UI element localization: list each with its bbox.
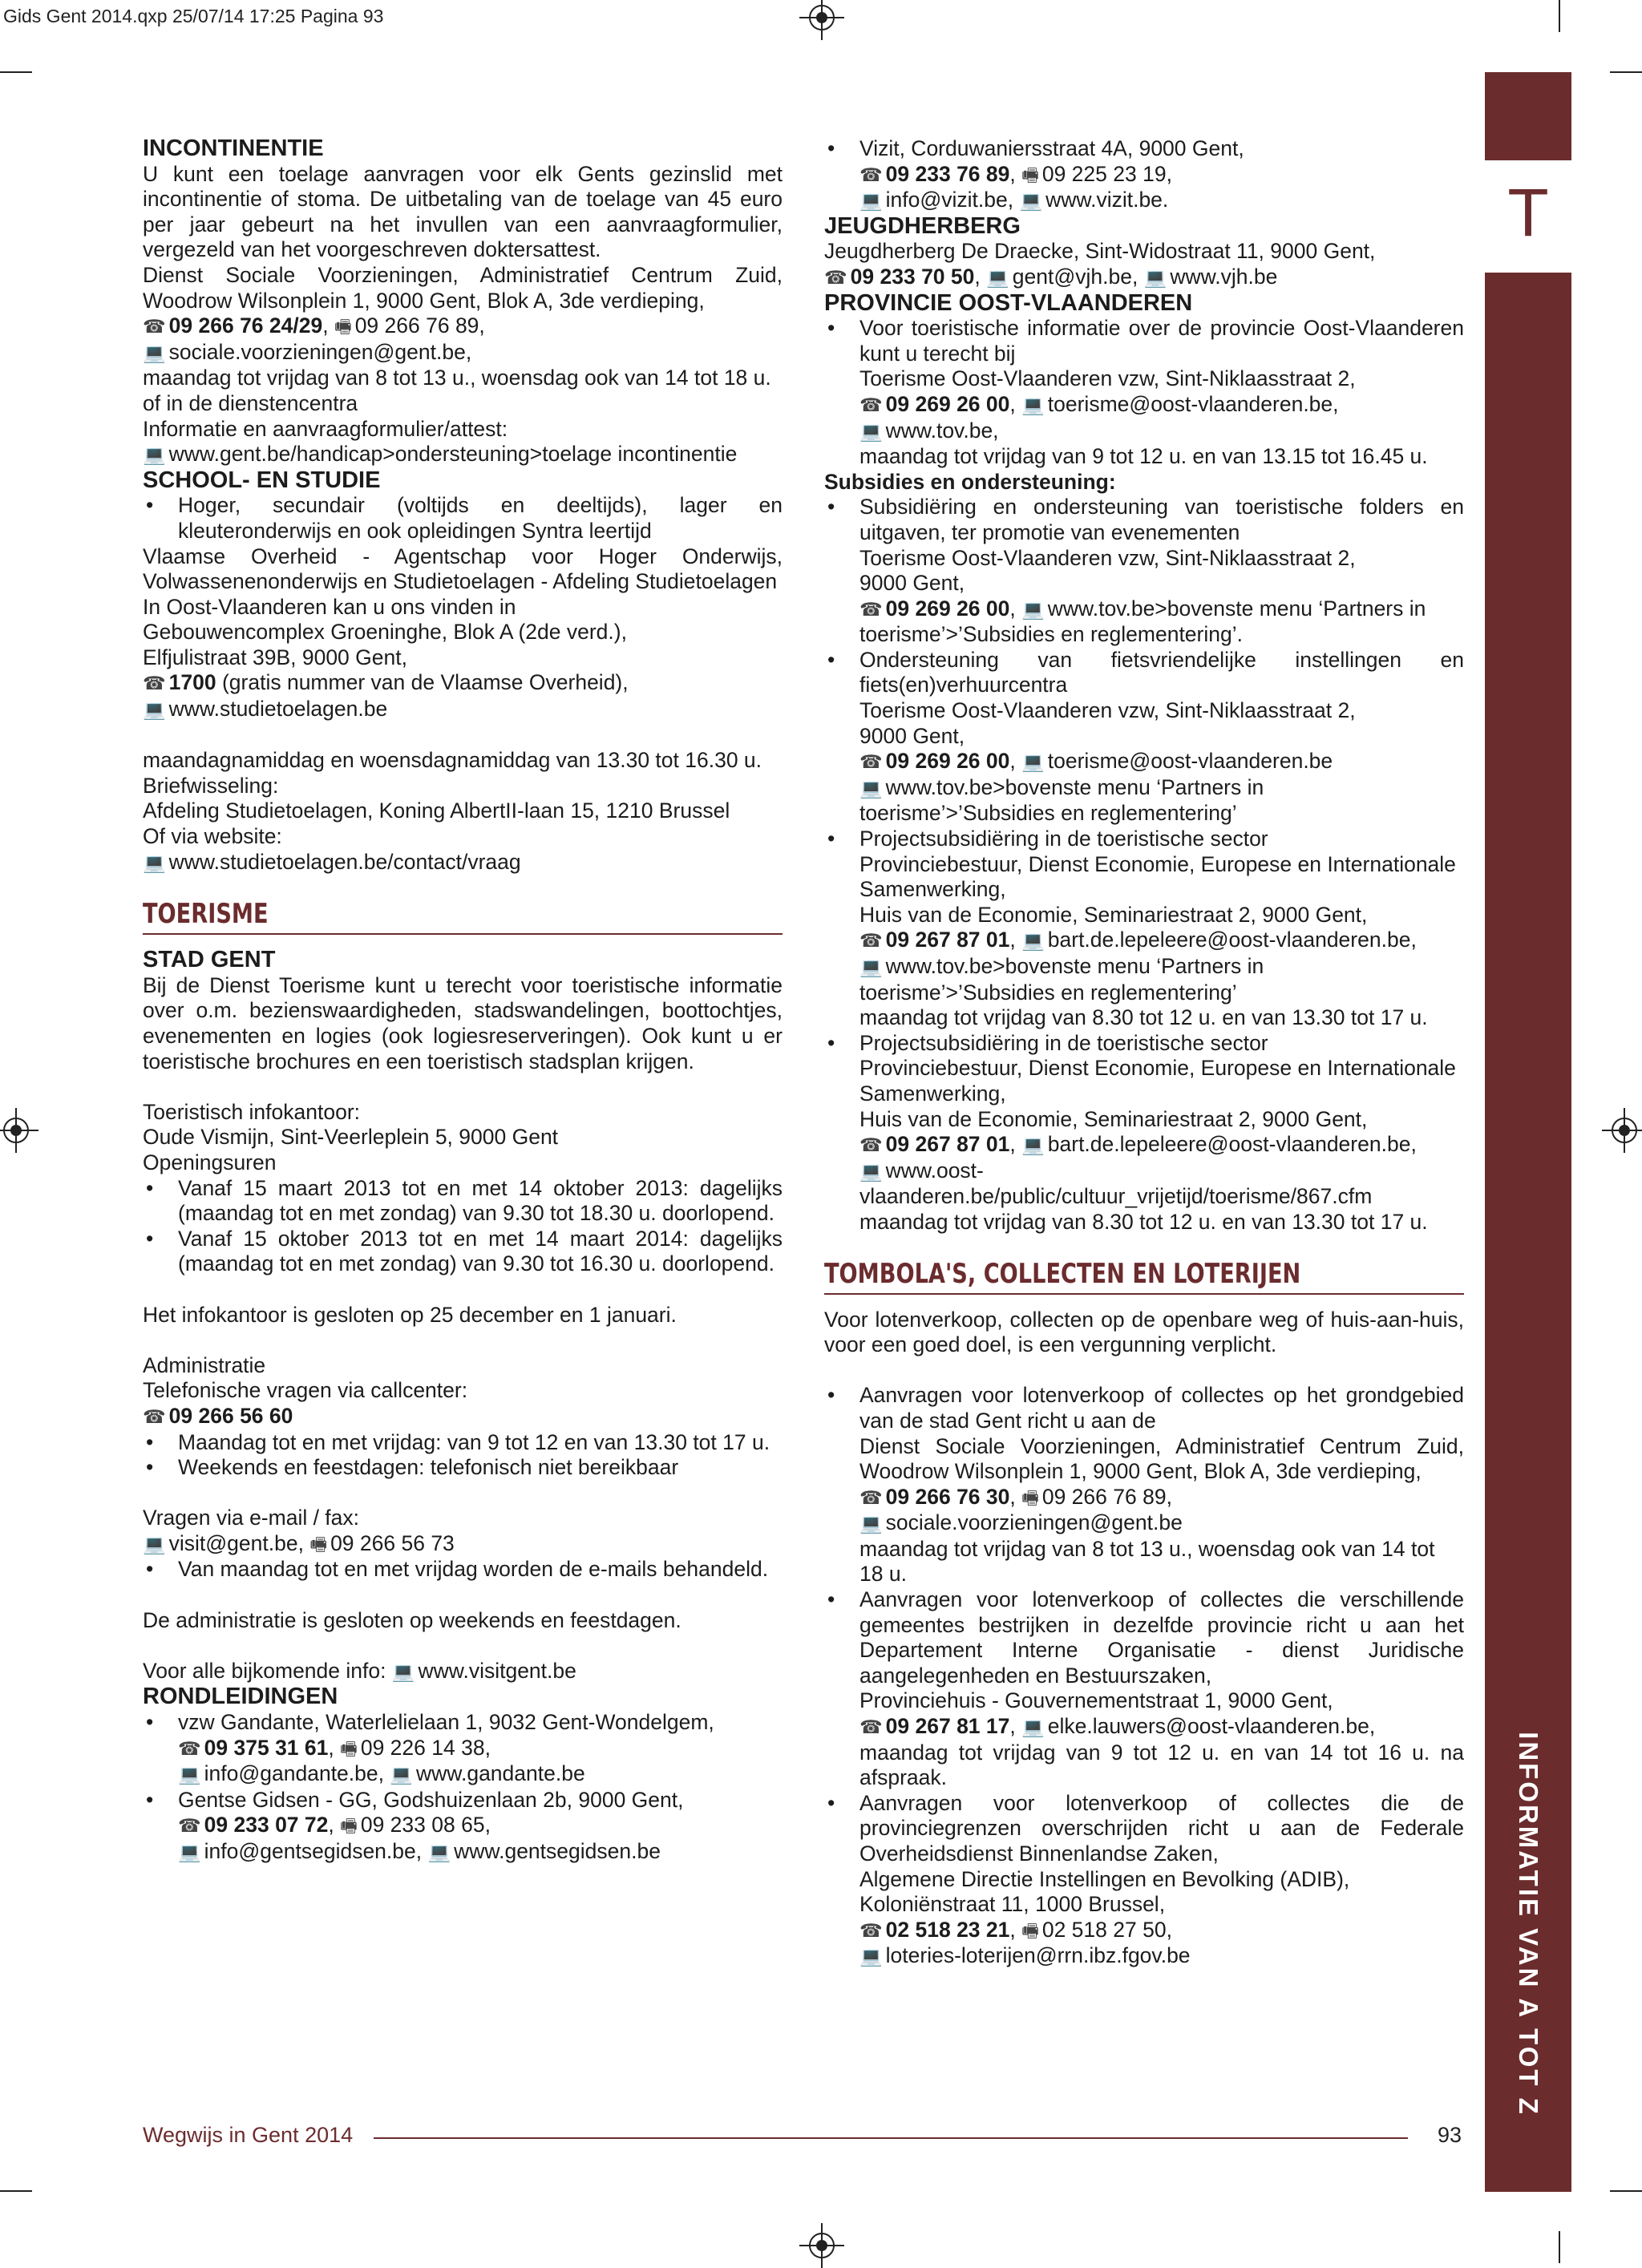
email: bart.de.lepeleere@oost-vlaanderen.be,	[1047, 928, 1417, 952]
website: www.vizit.be.	[1045, 188, 1169, 212]
fax-number: 09 225 23 19,	[1041, 161, 1172, 186]
fax-icon: 🖷	[1021, 1486, 1039, 1508]
phone-icon: ☎	[824, 266, 847, 288]
organisation: Toerisme Oost-Vlaanderen vzw, Sint-Niklaasstraat 2,	[859, 545, 1356, 570]
footer-rule	[374, 2137, 1408, 2139]
fax-icon: 🖷	[340, 1737, 358, 1759]
text-line: Het infokantoor is gesloten op 25 december en 1 januari.	[143, 1302, 677, 1327]
list-item: • Weekends en feestdagen: telefonisch niet bereikbaar	[143, 1455, 783, 1481]
email: loteries-loterijen@rrn.ibz.fgov.be	[885, 1943, 1191, 1968]
fax-icon: 🖷	[309, 1533, 328, 1554]
email: bart.de.lepeleere@oost-vlaanderen.be,	[1047, 1132, 1417, 1157]
contact-line	[859, 954, 1464, 1005]
contact-line: ☎ 09 267 87 01, 💻 bart.de.lepeleere@oost-vlaanderen.be,	[859, 1132, 1464, 1158]
paragraph: Bij de Dienst Toerisme kunt u terecht voor toeristische informatie over o.m. bezienswaardigheden, stadswandelingen, boottochtjes, evenementen en logies (ook logiesreserveringen). Ook kunt u er toeristische brochures en een toeristisch stadsplan krijgen.	[143, 972, 783, 1073]
list-item	[824, 136, 1464, 214]
list-item: • Vanaf 15 oktober 2013 tot en met 14 maart 2014: dagelijks (maandag tot en met zondag) van 9.30 tot 16.30 u. doorlopend.	[143, 1227, 783, 1277]
crop-mark	[1610, 71, 1642, 73]
contact-line	[143, 1404, 783, 1430]
computer-icon: 💻	[143, 851, 166, 873]
contact-line: ☎ 09 269 26 00, 💻 www.tov.be>bovenste menu ‘Partners in toerisme’>’Subsidies en reglementering’.	[859, 596, 1426, 647]
left-column	[143, 136, 783, 1866]
text-line: Vragen via e-mail / fax:	[143, 1506, 360, 1530]
registration-mark-icon	[1612, 1118, 1637, 1143]
bullet-list	[824, 1383, 1464, 1970]
phone-number: 09 269 26 00	[885, 749, 1010, 774]
phone-number: 09 375 31 61	[204, 1735, 329, 1760]
contact-line	[859, 188, 1464, 214]
address: Dienst Sociale Voorzieningen, Administratief Centrum Zuid, Woodrow Wilsonplein 1, 9000 Gent, Blok A, 3de verdieping,	[143, 262, 783, 313]
contact-line: ☎ 09 375 31 61, 🖷 09 226 14 38,	[178, 1736, 783, 1762]
item-text: • Aanvragen voor lotenverkoop of collectes die verschillende gemeentes bestrijken in dezelfde provincie richt u aan het Departement Interne Organisatie - dienst Juridische aangelegenheden en Bestuurszaken,	[859, 1587, 1464, 1688]
hours: maandag tot vrijdag van 9 tot 12 u. en van 14 tot 16 u. na afspraak.	[859, 1740, 1464, 1790]
contact-line	[143, 697, 783, 723]
list-item	[824, 827, 1464, 1031]
phone-icon: ☎	[859, 1919, 883, 1941]
fax-number: 09 233 08 65,	[360, 1813, 491, 1837]
website: www.tov.be>bovenste menu ‘Partners in toerisme’>’Subsidies en reglementering’	[859, 954, 1264, 1005]
heading-school: SCHOOL- EN STUDIE	[143, 467, 381, 493]
address: Afdeling Studietoelagen, Koning AlbertII-laan 15, 1210 Brussel	[143, 798, 730, 823]
email: sociale.voorzieningen@gent.be,	[168, 339, 472, 364]
phone-icon: ☎	[143, 673, 166, 694]
contact-line	[178, 1839, 783, 1866]
contact-line	[143, 1531, 783, 1558]
contact-line	[143, 850, 783, 876]
city: 9000 Gent,	[859, 571, 965, 596]
email: toerisme@oost-vlaanderen.be	[1047, 749, 1333, 774]
phone-number: 09 269 26 00	[885, 596, 1010, 621]
address: Koloniënstraat 11, 1000 Brussel,	[859, 1892, 1166, 1917]
website: www.tov.be,	[885, 418, 999, 443]
phone-icon: ☎	[178, 1815, 201, 1837]
website: www.tov.be>bovenste menu ‘Partners in toerisme’>’Subsidies en reglementering’.	[859, 596, 1426, 647]
phone-note: (gratis nummer van de Vlaamse Overheid),	[216, 670, 629, 695]
bullet-list	[143, 1710, 783, 1866]
hours: maandagnamiddag en woensdagnamiddag van 13.30 tot 16.30 u.	[143, 748, 762, 773]
contact-line: ☎ 09 266 76 30, 🖷 09 266 76 89,	[859, 1485, 1464, 1511]
address: Huis van de Economie, Seminariestraat 2, 9000 Gent,	[859, 1106, 1368, 1131]
list-item: • Hoger, secundair (voltijds en deeltijds), lager en kleuteronderwijs en ook opleidingen Syntra leertijd	[143, 493, 783, 544]
list-item: • Vanaf 15 maart 2013 tot en met 14 oktober 2013: dagelijks (maandag tot en met zondag) van 9.30 tot 18.30 u. doorlopend.	[143, 1176, 783, 1227]
text-line: Toeristisch infokantoor:	[143, 1099, 361, 1124]
list-item: • Van maandag tot en met vrijdag worden de e-mails behandeld.	[143, 1557, 783, 1583]
tab-marker-top	[1485, 72, 1571, 160]
paragraph: U kunt een toelage aanvragen voor elk Gents gezinslid met incontinentie of stoma. De uitbetaling van de toelage van 45 euro per jaar gebeurt na het invullen van een aanvraagformulier, vergezeld van het voorgeschreven doktersattest.	[143, 161, 783, 262]
address: Jeugdherberg De Draecke, Sint-Widostraat 11, 9000 Gent,	[824, 239, 1376, 264]
item-text: • Ondersteuning van fietsvriendelijke instellingen en fiets(en)verhuurcentra	[859, 647, 1464, 697]
fax-icon: 🖷	[1021, 1919, 1039, 1941]
computer-icon: 💻	[391, 1660, 415, 1682]
list-item	[824, 495, 1464, 648]
text-line: Telefonische vragen via callcenter:	[143, 1378, 468, 1403]
contact-line	[143, 340, 783, 366]
phone-number: 09 233 70 50	[850, 264, 975, 289]
text-line: Openingsuren	[143, 1150, 277, 1174]
website: www.gent.be/handicap>ondersteuning>toelage incontinentie	[168, 442, 738, 467]
email: sociale.voorzieningen@gent.be	[885, 1510, 1183, 1535]
organisation: Toerisme Oost-Vlaanderen vzw, Sint-Niklaasstraat 2,	[859, 698, 1356, 723]
phone-number: 09 233 76 89	[885, 161, 1010, 186]
computer-icon: 💻	[1019, 190, 1043, 212]
website: www.oost-vlaanderen.be/public/cultuur_vrijetijd/toerisme/867.cfm	[859, 1158, 1373, 1209]
email: visit@gent.be,	[168, 1530, 304, 1555]
computer-icon: 💻	[1143, 266, 1167, 288]
contact-line	[859, 1943, 1464, 1970]
website: www.gentsegidsen.be	[454, 1839, 661, 1863]
phone-number: 09 267 87 01	[885, 1132, 1010, 1157]
phone-icon: ☎	[859, 1134, 883, 1156]
phone-icon: ☎	[143, 1405, 166, 1427]
computer-icon: 💻	[859, 1946, 883, 1967]
phone-number: 02 518 23 21	[885, 1917, 1010, 1942]
side-tab-label: INFORMATIE VAN A TOT Z	[1514, 1732, 1543, 2116]
phone-number: 09 269 26 00	[885, 391, 1010, 416]
text-line: Briefwisseling:	[143, 773, 279, 798]
contact-line: ☎ 09 233 70 50, 💻 gent@vjh.be, 💻 www.vjh.be	[824, 265, 1464, 291]
heading-rondleidingen: RONDLEIDINGEN	[143, 1684, 338, 1710]
text-line: In Oost-Vlaanderen kan u ons vinden in	[143, 594, 516, 619]
phone-icon: ☎	[859, 930, 883, 952]
phone-icon: ☎	[859, 751, 883, 773]
page-number: 93	[1438, 2123, 1462, 2147]
computer-icon: 💻	[1021, 930, 1045, 952]
contact-line	[143, 442, 783, 468]
hours: maandag tot vrijdag van 8 tot 13 u., woensdag ook van 14 tot 18 u.	[859, 1536, 1435, 1587]
computer-icon: 💻	[143, 699, 166, 721]
computer-icon: 💻	[143, 1533, 166, 1554]
list-item: • Maandag tot en met vrijdag: van 9 tot 12 en van 13.30 tot 17 u.	[143, 1430, 783, 1456]
website: www.visitgent.be	[418, 1658, 576, 1683]
contact-line	[178, 1761, 783, 1788]
computer-icon: 💻	[859, 777, 883, 798]
computer-icon: 💻	[390, 1764, 414, 1785]
phone-number: 1700	[168, 670, 216, 695]
crop-mark	[0, 2190, 32, 2192]
bullet-list	[143, 1557, 783, 1583]
paragraph: Voor lotenverkoop, collecten op de openbare weg of huis-aan-huis, voor een goed doel, is een vergunning verplicht.	[824, 1307, 1464, 1357]
list-item	[824, 1791, 1464, 1970]
item-text: • Aanvragen voor lotenverkoop of collectes die de provinciegrenzen overschrijden richt u aan de Federale Overheidsdienst Binnenlandse Zaken,	[859, 1790, 1464, 1866]
computer-icon: 💻	[1021, 394, 1045, 415]
fax-number: 02 518 27 50,	[1041, 1917, 1172, 1942]
list-item	[824, 1383, 1464, 1587]
subheading-subsidies: Subsidies en ondersteuning:	[824, 469, 1116, 494]
phone-icon: ☎	[859, 1486, 883, 1508]
fax-icon: 🖷	[334, 316, 352, 338]
computer-icon: 💻	[1021, 598, 1045, 620]
email: info@gandante.be,	[204, 1761, 384, 1786]
organisation: Toerisme Oost-Vlaanderen vzw, Sint-Niklaasstraat 2,	[859, 366, 1356, 391]
registration-mark-icon	[809, 5, 835, 30]
item-text: • Projectsubsidiëring in de toeristische sector	[859, 1030, 1268, 1055]
fax-number: 09 266 76 89,	[354, 313, 485, 338]
fax-number: 09 266 76 89,	[1041, 1484, 1172, 1509]
item-text: • Aanvragen voor lotenverkoop of collectes op het grondgebied van de stad Gent richt u aan de	[859, 1383, 1464, 1433]
text-line: Informatie en aanvraagformulier/attest:	[143, 416, 508, 441]
hours: maandag tot vrijdag van 8.30 tot 12 u. en van 13.30 tot 17 u.	[859, 1209, 1428, 1234]
list-item	[824, 316, 1464, 470]
contact-line	[859, 775, 1464, 827]
address: Oude Vismijn, Sint-Veerleplein 5, 9000 Gent	[143, 1125, 559, 1150]
text-line: Of via website:	[143, 824, 282, 849]
contact-line	[859, 418, 1464, 445]
text-line: De administratie is gesloten op weekends en feestdagen.	[143, 1607, 681, 1632]
email: toerisme@oost-vlaanderen.be,	[1047, 391, 1339, 416]
website: www.tov.be>bovenste menu ‘Partners in toerisme’>’Subsidies en reglementering’	[859, 774, 1264, 826]
item-text: • Subsidiëring en ondersteuning van toeristische folders en uitgaven, ter promotie van evenementen	[859, 495, 1464, 544]
item-text: • Voor toeristische informatie over de provincie Oost-Vlaanderen kunt u terecht bij	[859, 316, 1464, 366]
computer-icon: 💻	[859, 1160, 883, 1182]
contact-line: ☎ 09 267 87 01, 💻 bart.de.lepeleere@oost-vlaanderen.be,	[859, 928, 1464, 954]
list-item	[143, 1788, 783, 1866]
footer-title: Wegwijs in Gent 2014	[143, 2123, 354, 2147]
email: elke.lauwers@oost-vlaanderen.be,	[1047, 1714, 1376, 1739]
contact-line	[859, 1510, 1464, 1537]
email: info@vizit.be,	[885, 188, 1014, 212]
computer-icon: 💻	[1021, 1716, 1045, 1738]
list-item	[824, 648, 1464, 827]
fax-icon: 🖷	[1021, 164, 1039, 185]
computer-icon: 💻	[859, 190, 883, 212]
list-item	[143, 1710, 783, 1788]
bullet-list	[143, 1430, 783, 1481]
email: gent@vjh.be,	[1012, 264, 1138, 289]
text-line: Administratie	[143, 1352, 266, 1377]
phone-icon: ☎	[859, 164, 883, 185]
address: Huis van de Economie, Seminariestraat 2, 9000 Gent,	[859, 902, 1368, 927]
hours: maandag tot vrijdag van 9 tot 12 u. en van 13.15 tot 16.45 u.	[859, 444, 1428, 469]
hours: maandag tot vrijdag van 8.30 tot 12 u. en van 13.30 tot 17 u.	[859, 1005, 1428, 1030]
computer-icon: 💻	[427, 1841, 451, 1862]
bullet-list	[824, 136, 1464, 214]
organisation: Algemene Directie Instellingen en Bevolking (ADIB),	[859, 1866, 1350, 1891]
contact-line: ☎ 09 269 26 00, 💻 toerisme@oost-vlaanderen.be	[859, 749, 1464, 775]
hours: maandag tot vrijdag van 8 tot 13 u., woensdag ook van 14 tot 18 u. of in de dienstencentra	[143, 366, 771, 415]
section-letter: T	[1507, 175, 1549, 250]
phone-icon: ☎	[859, 1716, 883, 1738]
printer-slug: Gids Gent 2014.qxp 25/07/14 17:25 Pagina 93	[3, 6, 384, 26]
right-column	[824, 136, 1464, 1970]
list-item	[824, 1031, 1464, 1235]
address: Dienst Sociale Voorzieningen, Administratief Centrum Zuid, Woodrow Wilsonplein 1, 9000 Gent, Blok A, 3de verdieping,	[859, 1433, 1464, 1484]
website: www.gandante.be	[416, 1761, 585, 1786]
section-title-toerisme: TOERISME	[143, 898, 269, 931]
computer-icon: 💻	[1021, 1134, 1045, 1156]
phone-number: 09 266 56 60	[168, 1403, 293, 1428]
contact-line: ☎ 09 233 76 89, 🖷 09 225 23 19,	[859, 162, 1464, 188]
phone-icon: ☎	[859, 394, 883, 415]
phone-number: 09 267 87 01	[885, 928, 1010, 952]
heading-stad-gent: STAD GENT	[143, 947, 276, 973]
contact-line	[143, 670, 783, 697]
phone-number: 09 267 81 17	[885, 1714, 1010, 1739]
bullet-list	[143, 1176, 783, 1277]
phone-icon: ☎	[178, 1737, 201, 1759]
organisation: Vlaamse Overheid - Agentschap voor Hoger Onderwijs, Volwassenenonderwijs en Studietoelagen - Afdeling Studietoelagen	[143, 544, 783, 594]
text-line: Voor alle bijkomende info:	[143, 1658, 386, 1683]
contact-line	[143, 1659, 783, 1685]
computer-icon: 💻	[859, 1513, 883, 1534]
organisation: Provinciebestuur, Dienst Economie, Europese en Internationale Samenwerking,	[859, 1056, 1456, 1106]
email: info@gentsegidsen.be,	[204, 1839, 423, 1863]
item-text: • Projectsubsidiëring in de toeristische sector	[859, 827, 1268, 851]
computer-icon: 💻	[986, 266, 1009, 288]
heading-incontinentie: INCONTINENTIE	[143, 135, 324, 161]
crop-mark	[1559, 0, 1560, 32]
computer-icon: 💻	[859, 956, 883, 977]
list-item	[824, 1587, 1464, 1791]
computer-icon: 💻	[859, 420, 883, 442]
registration-mark-icon	[809, 2233, 835, 2258]
text-line: Gebouwencomplex Groeninghe, Blok A (2de verd.),	[143, 620, 627, 645]
computer-icon: 💻	[178, 1764, 201, 1785]
website: www.studietoelagen.be	[168, 697, 388, 722]
registration-mark-icon	[3, 1118, 29, 1143]
heading-provincie: PROVINCIE OOST-VLAANDEREN	[824, 289, 1193, 316]
bullet-list	[143, 493, 783, 544]
contact-line	[859, 1158, 1464, 1210]
crop-mark	[0, 71, 32, 73]
computer-icon: 💻	[143, 444, 166, 466]
fax-number: 09 226 14 38,	[360, 1735, 491, 1760]
bullet-list	[824, 495, 1464, 1235]
org-name: • Gentse Gidsen - GG, Godshuizenlaan 2b, 9000 Gent,	[178, 1787, 684, 1812]
contact-line: ☎ 09 267 81 17, 💻 elke.lauwers@oost-vlaanderen.be,	[859, 1714, 1464, 1740]
heading-jeugdherberg: JEUGDHERBERG	[824, 212, 1021, 239]
contact-line: ☎ 09 269 26 00, 💻 toerisme@oost-vlaanderen.be,	[859, 392, 1464, 418]
section-rule	[824, 1293, 1464, 1295]
computer-icon: 💻	[178, 1841, 201, 1862]
bullet-list	[824, 316, 1464, 470]
organisation: Provinciebestuur, Dienst Economie, Europese en Internationale Samenwerking,	[859, 851, 1456, 902]
website: www.vjh.be	[1170, 264, 1278, 289]
phone-number: 09 266 76 24/29	[168, 313, 323, 338]
org-name: • vzw Gandante, Waterlelielaan 1, 9032 Gent-Wondelgem,	[178, 1710, 714, 1735]
phone-number: 09 266 76 30	[885, 1484, 1010, 1509]
contact-line: ☎ 09 266 76 24/29, 🖷 09 266 76 89,	[143, 313, 783, 340]
section-title-tombola: TOMBOLA'S, COLLECTEN EN LOTERIJEN	[824, 1257, 1301, 1290]
org-name: • Vizit, Corduwaniersstraat 4A, 9000 Gent,	[859, 136, 1244, 160]
text-line: Elfjulistraat 39B, 9000 Gent,	[143, 645, 407, 669]
fax-number: 09 266 56 73	[330, 1530, 455, 1555]
section-rule	[143, 933, 783, 935]
computer-icon: 💻	[1021, 751, 1045, 773]
computer-icon: 💻	[143, 342, 166, 363]
phone-number: 09 233 07 72	[204, 1813, 329, 1837]
crop-mark	[1610, 2190, 1642, 2192]
phone-icon: ☎	[859, 598, 883, 620]
fax-icon: 🖷	[340, 1815, 358, 1837]
phone-icon: ☎	[143, 316, 166, 338]
contact-line: ☎ 09 233 07 72, 🖷 09 233 08 65,	[178, 1813, 783, 1839]
crop-mark	[1559, 2231, 1560, 2263]
city: 9000 Gent,	[859, 723, 965, 748]
address: Provinciehuis - Gouvernementstraat 1, 9000 Gent,	[859, 1688, 1333, 1713]
website: www.studietoelagen.be/contact/vraag	[168, 849, 521, 874]
contact-line: ☎ 02 518 23 21, 🖷 02 518 27 50,	[859, 1918, 1464, 1944]
